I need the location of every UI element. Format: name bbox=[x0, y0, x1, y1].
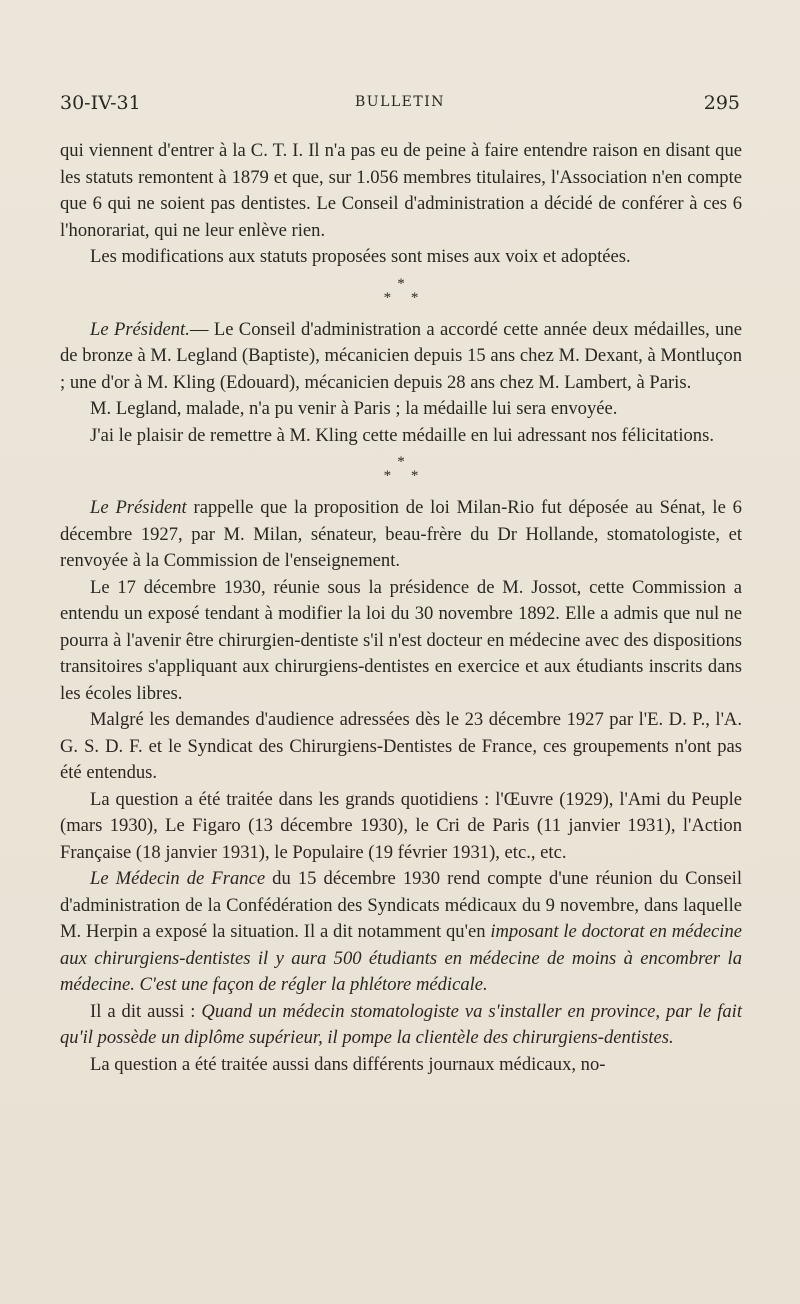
paragraph: Le Président.— Le Conseil d'administration a accordé cette année deux médailles, une de bronze à M. Legland (Baptiste), mécanicien depuis 15 ans chez M. Dexant, à Montluçon ; une d'or à M. Kling (Edouard), mécanicien depuis 28 ans chez M. Lambert, à Paris. bbox=[60, 318, 742, 393]
page-number: 295 bbox=[703, 92, 740, 114]
quoted-text: Quand un médecin stomatologiste va s'installer en province, par le fait qu'il possède un diplôme supérieur, il pompe la clientèle des chirurgiens-dentistes. bbox=[60, 1000, 742, 1048]
speaker-lead: Le Président. bbox=[90, 318, 190, 340]
paragraph: La question a été traitée dans les grands quotidiens : l'Œuvre (1929), l'Ami du Peuple (mars 1930), Le Figaro (13 décembre 1930), le Cri de Paris (11 janvier 1931), l'Action Française (18 janvier 1931), le Populaire (19 février 1931), etc., etc. bbox=[60, 788, 742, 863]
paragraph: J'ai le plaisir de remettre à M. Kling cette médaille en lui adressant nos félicitations. bbox=[90, 424, 714, 446]
section-separator: * * * bbox=[383, 454, 427, 484]
paragraph: M. Legland, malade, n'a pu venir à Paris ; la médaille lui sera envoyée. bbox=[90, 398, 618, 419]
publication-title: Le Médecin de France bbox=[90, 868, 266, 889]
paragraph: Le 17 décembre 1930, réunie sous la présidence de M. Jossot, cette Commission a entendu un exposé tendant à modifier la loi du 30 novembre 1892. Elle a admis que nul ne pourra à l'avenir être chirurgien-dentiste s'il n'est docteur en médecine avec des dispositions transitoires s'appliquant aux chirurgiens-dentistes en exercice et aux étudiants inscrits dans les écoles libres. bbox=[60, 576, 742, 704]
paragraph: qui viennent d'entrer à la C. T. I. Il n'a pas eu de peine à faire entendre raison en disant que les statuts remontent à 1879 et que, sur 1.056 membres titulaires, l'Association n'en compte que 6 qui ne soient pas dentistes. Le Conseil d'administration a décidé de conférer à ces 6 l'honorariat, qui ne leur enlève rien. bbox=[60, 140, 742, 241]
paragraph: Malgré les demandes d'audience adressées dès le 23 décembre 1927 par l'E. D. P., l'A. G. S. D. F. et le Syndicat des Chirurgiens-Dentistes de France, ces groupements n'ont pas été entendus. bbox=[60, 709, 742, 783]
page-body bbox=[60, 138, 742, 1078]
header-date: 30-IV-31 bbox=[60, 92, 141, 114]
quoted-text: imposant le doctorat en médecine aux chirurgiens-dentistes il y aura 500 étudiants en médecine de moins à encombrer la médecine. C'est une façon de régler la phlétore médicale. bbox=[60, 921, 743, 995]
section-separator: * * * bbox=[383, 275, 427, 306]
paragraph: Le Président rappelle que la proposition de loi Milan-Rio fut déposée au Sénat, le 6 décembre 1927, par M. Milan, sénateur, beau-frère du Dr Hollande, stomatologiste, et renvoyée à la Commission de l'enseignement. bbox=[60, 497, 742, 571]
paragraph: Il a dit aussi : Quand un médecin stomatologiste va s'installer en province, par le fait qu'il possède un diplôme supérieur, il pompe la clientèle des chirurgiens-dentistes. bbox=[60, 1000, 742, 1048]
header-title: BULLETIN bbox=[354, 94, 446, 110]
paragraph: Les modifications aux statuts proposées sont mises aux voix et adoptées. bbox=[90, 246, 631, 267]
paragraph: Le Médecin de France du 15 décembre 1930 rend compte d'une réunion du Conseil d'administration de la Confédération des Syndicats médicaux du 9 novembre, dans laquelle M. Herpin a exposé la situation. Il a dit notamment qu'en imposant le doctorat en médecine aux chirurgiens-dentistes il y aura 500 étudiants en médecine de moins à encombrer la médecine. C'est une façon de régler la phlétore médicale. bbox=[60, 868, 743, 995]
running-header bbox=[60, 92, 740, 122]
speaker-lead: Le Président bbox=[90, 497, 187, 518]
paragraph: La question a été traitée aussi dans différents journaux médicaux, no- bbox=[90, 1053, 606, 1075]
